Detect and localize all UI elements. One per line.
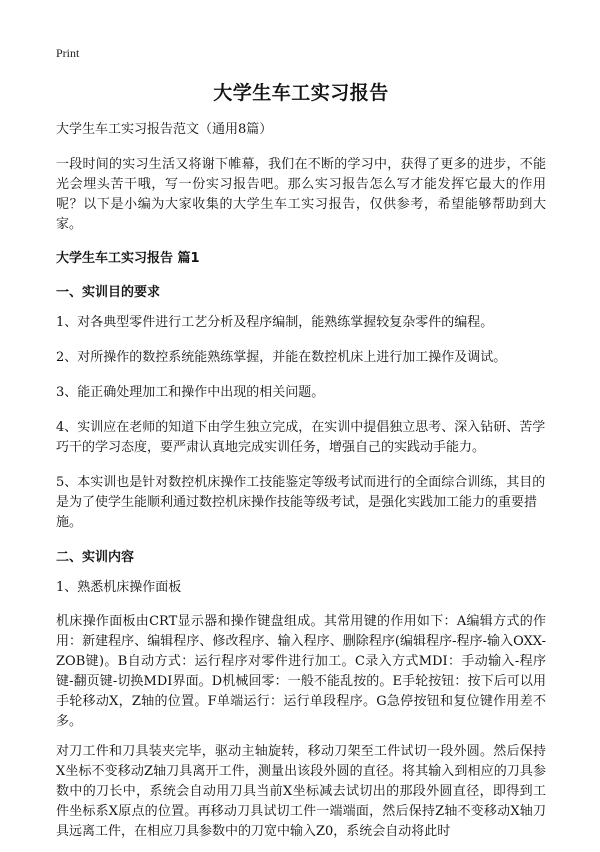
section-2-title: 二、实训内容 <box>56 550 135 565</box>
tool-setting-paragraph: 对刀工件和刀具装夹完毕，驱动主轴旋转，移动刀架至工件试切一段外圆。然后保持X坐标不变移动Z轴刀具离开工件，测量出该段外圆的直径。将其输入到相应的刀具参数中的刀长中，系统会自动用刀具当前X坐标减去试切出的那段外圆直径，即得到工件坐标系X原点的位置。再移动刀具试切工件一端端面，然后保持Z轴不变移动X轴刀具远离工件，在相应刀具参数中的刀宽中输入Z0，系统会自动将此时 <box>56 744 546 839</box>
print-link[interactable]: Print <box>56 46 80 60</box>
section-2-subheading: 1、熟悉机床操作面板 <box>56 580 182 595</box>
section-1-title: 一、实训目的要求 <box>56 285 161 300</box>
intro-paragraph: 一段时间的实习生活又将谢下帷幕，我们在不断的学习中，获得了更多的进步，不能光会埋头苦干哦，写一份实习报告吧。那么实习报告怎么写才能发挥它最大的作用呢？以下是小编为大家收集的大学生车工实习报告，仅供参考，希望能够帮助到大家。 <box>56 157 546 232</box>
panel-paragraph: 机床操作面板由CRT显示器和操作键盘组成。其常用键的作用如下：A编辑方式的作用：新建程序、编辑程序、修改程序、输入程序、删除程序(编辑程序-程序-输入OXX-ZOB键)。B自动方式：运行程序对零件进行加工。C录入方式MDI：手动输入-程序键-翻页键-切换MDI界面。D机械回零：一般不能乱按的。E手轮按钮：按下后可以用手轮移动X，Z轴的位置。F单端运行：运行单段程序。G急停按钮和复位键作用差不多。 <box>56 614 546 729</box>
report-heading: 大学生车工实习报告 篇1 <box>56 251 200 266</box>
list-item: 2、对所操作的数控系统能熟练掌握，并能在数控机床上进行加工操作及调试。 <box>56 350 507 365</box>
list-item: 3、能正确处理加工和操作中出现的相关问题。 <box>56 385 325 400</box>
list-item: 4、实训应在老师的知道下由学生独立完成，在实训中提倡独立思考、深入钻研、苦学巧干的学习态度，要严肃认真地完成实训任务，增强自己的实践动手能力。 <box>56 420 546 455</box>
document-body <box>56 78 546 852</box>
document-subtitle: 大学生车工实习报告范文（通用8篇） <box>56 122 273 137</box>
page-title: 大学生车工实习报告 <box>213 82 389 104</box>
list-item: 1、对各典型零件进行工艺分析及程序编制，能熟练掌握较复杂零件的编程。 <box>56 315 494 330</box>
list-item: 5、本实训也是针对数控机床操作工技能鉴定等级考试而进行的全面综合训练，其目的是为了使学生能顺利通过数控机床操作技能等级考试，是强化实践加工能力的重要措施。 <box>56 475 546 530</box>
